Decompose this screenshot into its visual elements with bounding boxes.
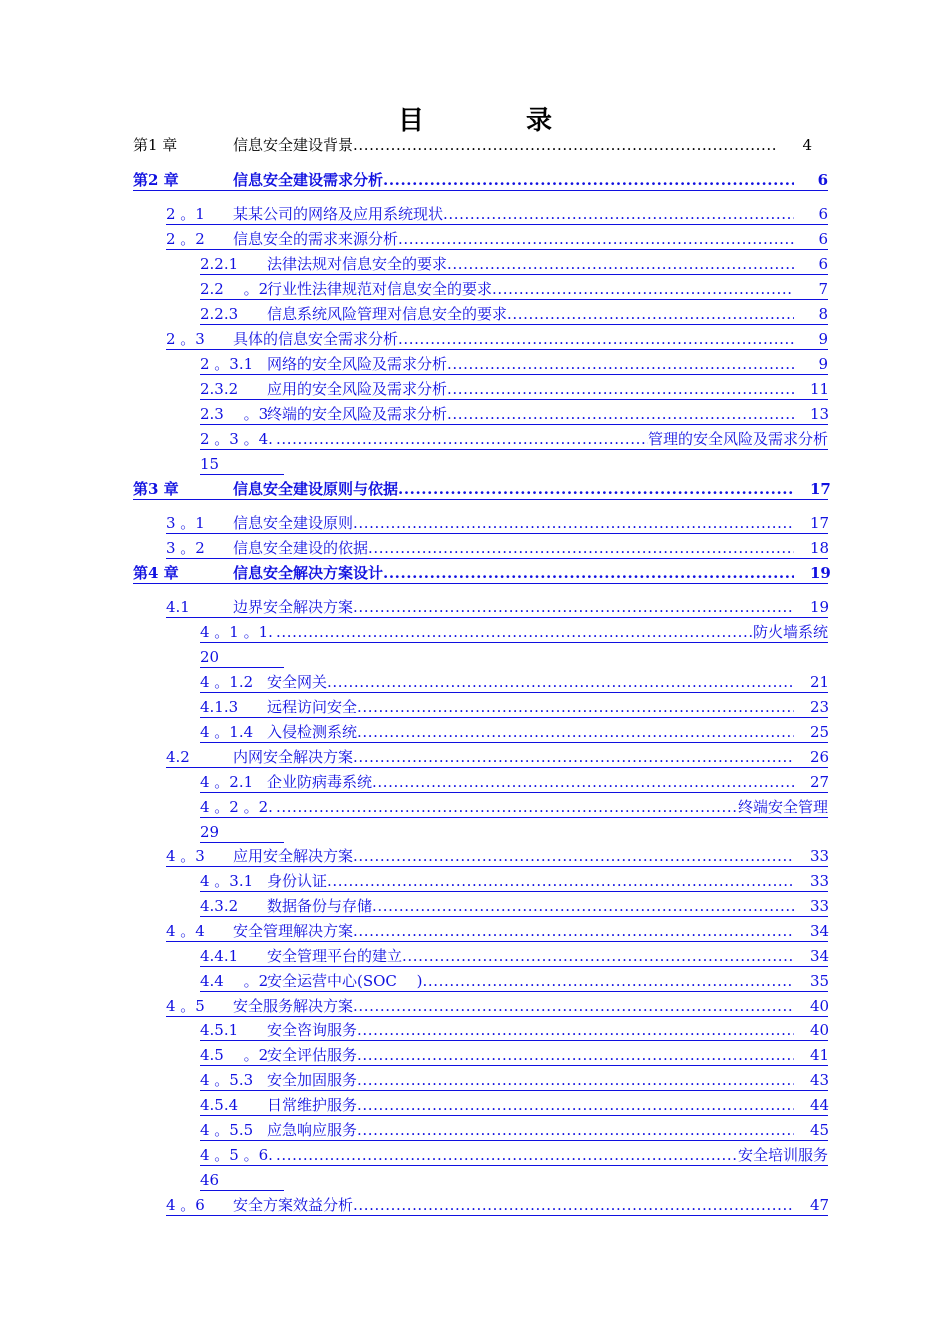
toc-entry-page-continued[interactable] <box>200 822 284 843</box>
toc-entry[interactable] <box>166 513 828 534</box>
toc-entry[interactable] <box>200 1070 828 1091</box>
toc-entry-page-continued[interactable] <box>200 454 284 475</box>
toc-entry-number: 3 。2 <box>166 539 205 557</box>
toc-dot-leader <box>357 1120 794 1140</box>
toc-entry-page: 29 <box>200 823 220 841</box>
toc-entry-number: 4.3.2 <box>200 897 239 915</box>
toc-dot-leader <box>327 672 794 692</box>
toc-entry[interactable] <box>200 379 828 400</box>
toc-entry[interactable] <box>200 1095 828 1116</box>
toc-entry[interactable] <box>133 479 831 500</box>
toc-dot-leader <box>357 1070 794 1090</box>
toc-entry-title: 安全加固服务 <box>267 1071 358 1089</box>
toc-entry[interactable] <box>200 871 828 892</box>
toc-dot-leader <box>357 1045 794 1065</box>
toc-entry[interactable] <box>200 354 828 375</box>
toc-entry-number: 4.4.1 <box>200 947 239 965</box>
toc-dot-leader <box>357 722 794 742</box>
toc-entry[interactable] <box>200 971 828 992</box>
toc-dot-leader <box>447 354 794 374</box>
toc-entry-number: 第1 章 <box>133 136 178 154</box>
toc-entry-page: 47 <box>810 1196 830 1214</box>
toc-entry-page: 15 <box>200 455 220 473</box>
toc-dot-leader <box>276 1145 738 1165</box>
toc-entry-number: 4 。1 。1. <box>200 623 273 641</box>
toc-entry-title: 终端的安全风险及需求分析 <box>267 405 448 423</box>
toc-entry-page: 40 <box>810 997 830 1015</box>
toc-entry-number: 2 。2 <box>166 230 205 248</box>
toc-dot-leader <box>368 538 794 558</box>
toc-dot-leader <box>353 846 794 866</box>
toc-entry[interactable] <box>166 846 828 867</box>
toc-entry[interactable] <box>200 772 828 793</box>
toc-entry-title: 安全服务解决方案 <box>233 997 354 1015</box>
toc-dot-leader <box>372 772 794 792</box>
toc-entry[interactable] <box>166 921 828 942</box>
toc-entry-page: 6 <box>818 205 828 223</box>
toc-entry-page: 9 <box>818 355 828 373</box>
toc-entry-page: 33 <box>810 897 830 915</box>
toc-dot-leader <box>276 429 648 449</box>
toc-dot-leader <box>353 1195 794 1215</box>
toc-entry-title: 安全管理解决方案 <box>233 922 354 940</box>
toc-entry-page: 11 <box>810 380 830 398</box>
toc-dot-leader <box>507 304 794 324</box>
toc-entry-page: 23 <box>810 698 830 716</box>
toc-entry-title: 应用安全解决方案 <box>233 847 354 865</box>
toc-entry-page: 13 <box>810 405 830 423</box>
toc-entry-number: 4 。4 <box>166 922 205 940</box>
toc-entry[interactable] <box>200 672 828 693</box>
toc-entry <box>133 135 812 155</box>
toc-entry-number: 3 。1 <box>166 514 205 532</box>
toc-entry-number: 4 。5 <box>166 997 205 1015</box>
toc-entry[interactable] <box>200 622 828 643</box>
toc-entry[interactable] <box>166 996 828 1017</box>
toc-entry[interactable] <box>200 279 828 300</box>
toc-entry-number: 4 。6 <box>166 1196 205 1214</box>
toc-dot-leader <box>353 513 794 533</box>
toc-entry-number: 4 。3 <box>166 847 205 865</box>
toc-entry-page: 43 <box>810 1071 830 1089</box>
toc-entry-title: 远程访问安全 <box>267 698 358 716</box>
toc-entry-title: 防火墙系统 <box>752 623 828 641</box>
toc-entry-number: 4 。5 。6. <box>200 1146 273 1164</box>
toc-entry-title: 信息安全的需求来源分析 <box>233 230 399 248</box>
toc-entry-title: 信息安全解决方案设计 <box>233 564 384 582</box>
toc-entry[interactable] <box>133 563 831 584</box>
toc-entry-number: 2 。1 <box>166 205 205 223</box>
toc-entry[interactable] <box>200 1120 828 1141</box>
toc-entry-title: 安全网关 <box>267 673 328 691</box>
toc-entry-page: 46 <box>200 1171 220 1189</box>
toc-entry-page: 25 <box>810 723 830 741</box>
toc-entry-title: 安全运营中心(SOC ) <box>267 972 423 990</box>
toc-dot-leader <box>327 871 794 891</box>
toc-entry-title: 应用的安全风险及需求分析 <box>267 380 448 398</box>
toc-entry-page-continued[interactable] <box>200 647 284 668</box>
toc-entry-page: 20 <box>200 648 220 666</box>
toc-dot-leader <box>276 622 753 642</box>
toc-entry-title: 内网安全解决方案 <box>233 748 354 766</box>
toc-entry-number: 4.5.4 <box>200 1096 239 1114</box>
toc-entry-page: 4 <box>802 136 812 154</box>
toc-entry-title: 信息安全建设原则与依据 <box>233 480 399 498</box>
toc-dot-leader <box>398 329 794 349</box>
toc-entry-title: 信息安全建设需求分析 <box>233 171 384 189</box>
toc-entry-number: 4.5.1 <box>200 1021 239 1039</box>
toc-entry-title: 某某公司的网络及应用系统现状 <box>233 205 444 223</box>
toc-entry-number: 2 。3.1 <box>200 355 254 373</box>
toc-entry[interactable] <box>166 329 828 350</box>
toc-entry-page: 6 <box>818 255 828 273</box>
toc-entry-title: 身份认证 <box>267 872 328 890</box>
toc-entry-title: 网络的安全风险及需求分析 <box>267 355 448 373</box>
toc-entry-page: 17 <box>810 514 830 532</box>
toc-entry-page: 35 <box>810 972 830 990</box>
toc-entry-page-continued[interactable] <box>200 1170 284 1191</box>
toc-entry-page: 9 <box>818 330 828 348</box>
toc-entry[interactable] <box>200 254 828 275</box>
toc-entry-title: 日常维护服务 <box>267 1096 358 1114</box>
toc-entry[interactable] <box>166 229 828 250</box>
toc-entry-page: 8 <box>818 305 828 323</box>
toc-dot-leader <box>423 971 794 991</box>
toc-entry-number: 2.2 。2 <box>200 280 269 298</box>
toc-entry-number: 第2 章 <box>133 171 179 189</box>
toc-entry[interactable] <box>166 747 828 768</box>
toc-entry-number: 2.3 。3 <box>200 405 269 423</box>
toc-entry[interactable] <box>200 797 828 818</box>
toc-entry[interactable] <box>200 1020 828 1041</box>
toc-entry-title: 安全方案效益分析 <box>233 1196 354 1214</box>
toc-entry-number: 4.1.3 <box>200 698 239 716</box>
toc-entry-number: 4.1 <box>166 598 190 616</box>
toc-entry-number: 4 。3.1 <box>200 872 254 890</box>
toc-entry-page: 7 <box>818 280 828 298</box>
toc-entry-title: 终端安全管理 <box>737 798 828 816</box>
toc-entry-page: 33 <box>810 847 830 865</box>
toc-dot-leader <box>353 747 794 767</box>
toc-entry-page: 33 <box>810 872 830 890</box>
toc-entry-page: 6 <box>817 171 828 189</box>
toc-entry-number: 4 。5.5 <box>200 1121 254 1139</box>
toc-entry-title: 信息安全建设原则 <box>233 514 354 532</box>
toc-entry-title: 安全管理平台的建立 <box>267 947 403 965</box>
toc-entry-number: 第4 章 <box>133 564 179 582</box>
toc-entry-number: 4 。2 。2. <box>200 798 273 816</box>
toc-entry-number: 2.2.3 <box>200 305 239 323</box>
toc-dot-leader <box>443 204 794 224</box>
toc-entry-number: 4 。2.1 <box>200 773 254 791</box>
toc-entry-title: 安全评估服务 <box>267 1046 358 1064</box>
toc-entry[interactable] <box>166 597 828 618</box>
toc-entry-page: 18 <box>810 539 830 557</box>
toc-dot-leader <box>353 135 778 155</box>
toc-entry-number: 4 。1.4 <box>200 723 254 741</box>
toc-entry-number: 4 。1.2 <box>200 673 254 691</box>
toc-entry[interactable] <box>200 697 828 718</box>
toc-dot-leader <box>276 797 738 817</box>
toc-entry-title: 信息系统风险管理对信息安全的要求 <box>267 305 508 323</box>
toc-entry-page: 44 <box>810 1096 830 1114</box>
toc-entry-number: 2 。3 。4. <box>200 430 273 448</box>
page-title: 目 录 <box>397 106 590 136</box>
toc-entry[interactable] <box>200 1145 828 1166</box>
toc-entry[interactable] <box>200 304 828 325</box>
toc-entry[interactable] <box>200 896 828 917</box>
toc-dot-leader <box>357 697 794 717</box>
toc-dot-leader <box>492 279 794 299</box>
toc-entry-page: 6 <box>818 230 828 248</box>
toc-entry[interactable] <box>200 946 828 967</box>
toc-entry-page: 19 <box>810 598 830 616</box>
toc-entry-title: 行业性法律规范对信息安全的要求 <box>267 280 493 298</box>
toc-entry-page: 34 <box>810 922 830 940</box>
toc-entry-title: 数据备份与存储 <box>267 897 373 915</box>
toc-entry[interactable] <box>200 429 828 450</box>
toc-entry-title: 法律法规对信息安全的要求 <box>267 255 448 273</box>
toc-entry[interactable] <box>166 538 828 559</box>
toc-entry[interactable] <box>166 204 828 225</box>
toc-entry-title: 应急响应服务 <box>267 1121 358 1139</box>
toc-entry-number: 2.3.2 <box>200 380 239 398</box>
toc-entry-page: 26 <box>810 748 830 766</box>
toc-dot-leader <box>398 229 794 249</box>
toc-entry-page: 34 <box>810 947 830 965</box>
toc-entry-number: 第3 章 <box>133 480 179 498</box>
toc-dot-leader <box>353 921 794 941</box>
toc-dot-leader <box>357 1095 794 1115</box>
toc-entry-number: 4.5 。2 <box>200 1046 269 1064</box>
toc-dot-leader <box>447 379 794 399</box>
toc-dot-leader <box>398 479 794 499</box>
toc-entry-page: 27 <box>810 773 830 791</box>
toc-dot-leader <box>353 996 794 1016</box>
toc-dot-leader <box>372 896 794 916</box>
toc-entry-number: 4.2 <box>166 748 190 766</box>
toc-dot-leader <box>447 404 794 424</box>
toc-entry-page: 45 <box>810 1121 830 1139</box>
toc-entry-title: 信息安全建设背景 <box>233 136 354 154</box>
toc-entry-title: 管理的安全风险及需求分析 <box>647 430 828 448</box>
toc-dot-leader <box>402 946 794 966</box>
toc-entry-number: 4.4 。2 <box>200 972 269 990</box>
toc-entry-page: 19 <box>810 564 831 582</box>
toc-entry-title: 信息安全建设的依据 <box>233 539 369 557</box>
toc-entry-page: 21 <box>810 673 830 691</box>
toc-dot-leader <box>353 597 794 617</box>
toc-entry-number: 2 。3 <box>166 330 205 348</box>
toc-entry[interactable] <box>133 170 828 191</box>
toc-entry-title: 入侵检测系统 <box>267 723 358 741</box>
toc-entry-page: 40 <box>810 1021 830 1039</box>
toc-dot-leader <box>357 1020 794 1040</box>
toc-entry[interactable] <box>200 404 828 425</box>
toc-dot-leader <box>447 254 794 274</box>
toc-entry-title: 企业防病毒系统 <box>267 773 373 791</box>
toc-dot-leader <box>383 170 794 190</box>
toc-entry[interactable] <box>200 1045 828 1066</box>
toc-entry-title: 具体的信息安全需求分析 <box>233 330 399 348</box>
toc-entry-title: 边界安全解决方案 <box>233 598 354 616</box>
toc-entry-title: 安全培训服务 <box>737 1146 828 1164</box>
toc-entry-number: 4 。5.3 <box>200 1071 254 1089</box>
toc-entry-number: 2.2.1 <box>200 255 239 273</box>
toc-entry-page: 17 <box>810 480 831 498</box>
toc-entry[interactable] <box>166 1195 828 1216</box>
toc-entry[interactable] <box>200 722 828 743</box>
toc-entry-page: 41 <box>810 1046 830 1064</box>
toc-entry-title: 安全咨询服务 <box>267 1021 358 1039</box>
toc-dot-leader <box>383 563 794 583</box>
